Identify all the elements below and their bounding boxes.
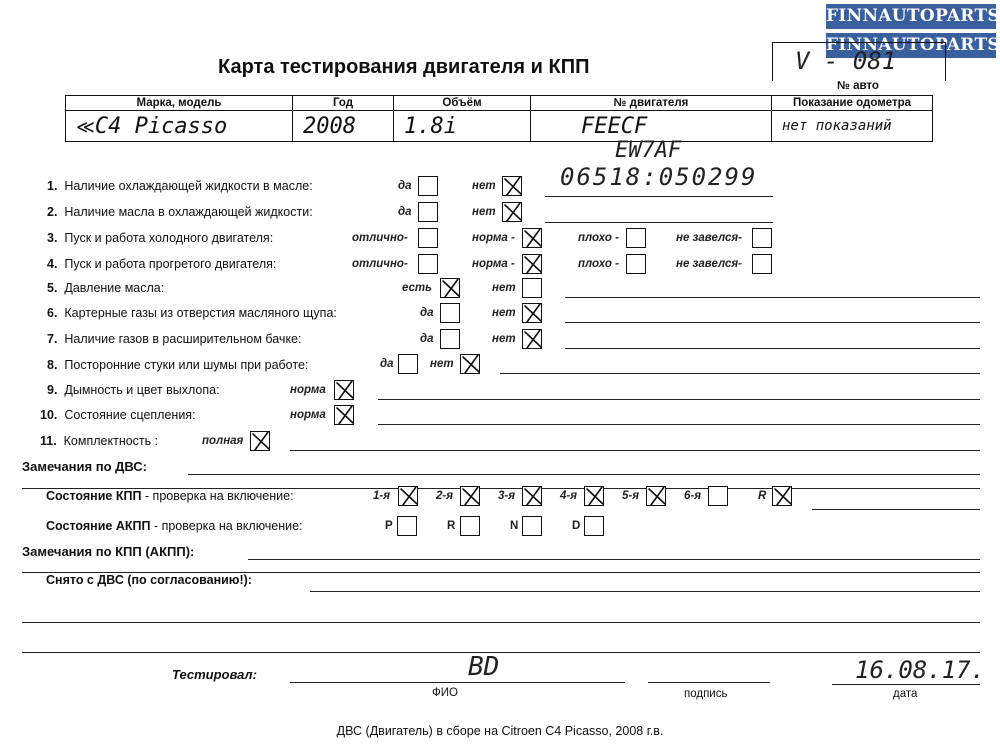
row3-nostart-label: не завелся- [676,232,742,244]
check-mark-icon [521,484,545,508]
row3-excellent-label: отлично- [352,232,408,244]
check-mark-icon [397,484,421,508]
value-model [66,111,293,142]
engine-serial-handwritten: 06518:050299 [560,163,758,191]
item-6: 6. Картерные газы из отверстия масляного щупа: [47,306,337,320]
row10-line [378,424,980,425]
check-mark-icon [521,226,545,250]
check-mark-icon [459,484,483,508]
row1-yes-label: да [398,180,412,192]
auto-gear-p-label: P [385,520,393,532]
engine-code-handwritten: EW7AF [615,138,682,163]
row8-yes-label: да [380,358,394,370]
gear-r-checkbox[interactable] [772,486,792,506]
row2-no-checkbox[interactable] [502,202,522,222]
date-line [832,684,980,685]
model-text: C4 Picasso [94,113,228,139]
row8-line [500,373,980,374]
row8-no-label: нет [430,358,454,370]
row9-line [378,399,980,400]
row11-complete-checkbox[interactable] [250,431,270,451]
gear-4-label: 4-я [560,490,577,502]
gear-3-label: 3-я [498,490,515,502]
row6-no-checkbox[interactable] [522,303,542,323]
row6-line [565,322,980,323]
row5-no-label: нет [492,282,516,294]
row8-yes-checkbox[interactable] [398,354,418,374]
item-8: 8. Посторонние стуки или шумы при работе: [47,358,309,372]
row3-nostart-checkbox[interactable] [752,228,772,248]
row3-normal-label: норма - [472,232,515,244]
auto-gear-n-checkbox[interactable] [522,516,542,536]
row6-no-label: нет [492,307,516,319]
check-mark-icon [521,301,545,325]
row6-yes-label: да [420,307,434,319]
check-mark-icon [771,484,795,508]
check-mark-icon [333,378,357,402]
gearbox-remarks-line-1 [248,559,980,560]
serial-underline-2 [545,222,773,223]
item-2: 2. Наличие масла в охлаждающей жидкости: [47,205,313,219]
row3-excellent-checkbox[interactable] [418,228,438,248]
row7-no-checkbox[interactable] [522,329,542,349]
value-year: 2008 [293,111,394,142]
vin-handwritten: V - 081 [795,47,897,75]
row4-bad-checkbox[interactable] [626,254,646,274]
row1-yes-checkbox[interactable] [418,176,438,196]
item-11: 11. Комплектность : [40,434,159,448]
row4-normal-checkbox[interactable] [522,254,542,274]
item-7: 7. Наличие газов в расширительном бачке: [47,332,302,346]
row3-bad-label: плохо - [578,232,619,244]
check-mark-icon [249,429,273,453]
header-col-odometer: Показание одометра [772,96,933,111]
row5-no-checkbox[interactable] [522,278,542,298]
fio-label: ФИО [432,687,458,699]
gear-4-checkbox[interactable] [584,486,604,506]
gear-3-checkbox[interactable] [522,486,542,506]
citroen-logo-icon: ≪ [76,116,95,138]
fio-line [290,682,625,683]
auto-gear-p-checkbox[interactable] [397,516,417,536]
row4-nostart-checkbox[interactable] [752,254,772,274]
row4-bad-label: плохо - [578,258,619,270]
row9-normal-checkbox[interactable] [334,380,354,400]
header-table [65,95,933,142]
gear-r-label: R [758,490,767,502]
header-col-volume: Объём [394,96,531,111]
auto-number-label: № авто [837,80,879,92]
row2-yes-checkbox[interactable] [418,202,438,222]
check-mark-icon [333,403,357,427]
row4-excellent-label: отлично- [352,258,408,270]
row4-nostart-label: не завелся- [676,258,742,270]
value-volume: 1.8i [394,111,531,142]
tested-label: Тестировал: [172,667,257,682]
row7-yes-checkbox[interactable] [440,329,460,349]
row2-yes-label: да [398,206,412,218]
check-mark-icon [645,484,669,508]
check-mark-icon [521,252,545,276]
removed-line-3 [22,652,980,653]
auto-gear-d-checkbox[interactable] [584,516,604,536]
row10-normal-label: норма [290,409,326,421]
auto-gear-r-label: R [447,520,456,532]
date-label: дата [893,688,918,700]
row7-no-label: нет [492,333,516,345]
gear-2-label: 2-я [436,490,453,502]
tester-name-handwritten: BD [468,652,500,682]
row7-line [565,348,980,349]
image-caption: ДВС (Двигатель) в сборе на Citroen C4 Picasso, 2008 г.в. [336,724,664,738]
auto-gearbox-label: Состояние АКПП - проверка на включение: [46,519,303,533]
date-handwritten: 16.08.17. [855,656,986,684]
auto-number-box [772,42,946,81]
row5-line [565,297,980,298]
row11-complete-label: полная [202,435,244,447]
value-engine: FEECF [531,111,772,142]
gear-6-checkbox[interactable] [708,486,728,506]
row4-normal-label: норма - [472,258,515,270]
row3-bad-checkbox[interactable] [626,228,646,248]
gearbox-label: Состояние КПП - проверка на включение: [46,489,294,503]
check-mark-icon [521,327,545,351]
row7-yes-label: да [420,333,434,345]
serial-underline [545,196,773,197]
row2-no-label: нет [472,206,496,218]
row9-normal-label: норма [290,384,326,396]
signature-line [648,682,770,683]
removed-line-2 [22,622,980,623]
row5-present-label: есть [402,282,432,294]
gearbox-remarks-label: Замечания по КПП (АКПП): [22,544,195,559]
item-9: 9. Дымность и цвет выхлопа: [47,383,220,397]
header-col-engine: № двигателя [531,96,772,111]
watermark-logo-1: FINNAUTOPARTS [826,4,996,29]
signature-label: подпись [684,688,728,700]
header-col-year: Год [293,96,394,111]
row4-excellent-checkbox[interactable] [418,254,438,274]
item-4: 4. Пуск и работа прогретого двигателя: [47,257,277,271]
check-mark-icon [439,276,463,300]
item-10: 10. Состояние сцепления: [40,408,196,422]
gear-5-label: 5-я [622,490,639,502]
check-mark-icon [583,484,607,508]
value-odometer: нет показаний [772,111,933,142]
row3-normal-checkbox[interactable] [522,228,542,248]
row1-no-checkbox[interactable] [502,176,522,196]
row6-yes-checkbox[interactable] [440,303,460,323]
check-mark-icon [459,352,483,376]
auto-gear-d-label: D [572,520,581,532]
header-col-model: Марка, модель [66,96,293,111]
check-mark-icon [501,174,525,198]
form-title: Карта тестирования двигателя и КПП [218,56,590,78]
check-mark-icon [501,200,525,224]
gear-5-checkbox[interactable] [646,486,666,506]
auto-gear-n-label: N [510,520,519,532]
gearbox-line [812,509,980,510]
row11-line [290,450,980,451]
row8-no-checkbox[interactable] [460,354,480,374]
item-3: 3. Пуск и работа холодного двигателя: [47,231,274,245]
removed-label: Снято с ДВС (по согласованию!): [46,573,252,587]
gear-6-label: 6-я [684,490,701,502]
engine-remarks-line-1 [188,474,980,475]
gear-1-label: 1-я [373,490,390,502]
engine-remarks-label: Замечания по ДВС: [22,459,147,474]
row1-no-label: нет [472,180,496,192]
auto-gear-r-checkbox[interactable] [460,516,480,536]
removed-line-1 [310,591,980,592]
item-1: 1. Наличие охлаждающей жидкости в масле: [47,179,313,193]
gear-2-checkbox[interactable] [460,486,480,506]
watermark-logo-2: FINNAUTOPARTS [826,33,996,58]
row5-present-checkbox[interactable] [440,278,460,298]
item-5: 5. Давление масла: [47,281,165,295]
gear-1-checkbox[interactable] [398,486,418,506]
row10-normal-checkbox[interactable] [334,405,354,425]
